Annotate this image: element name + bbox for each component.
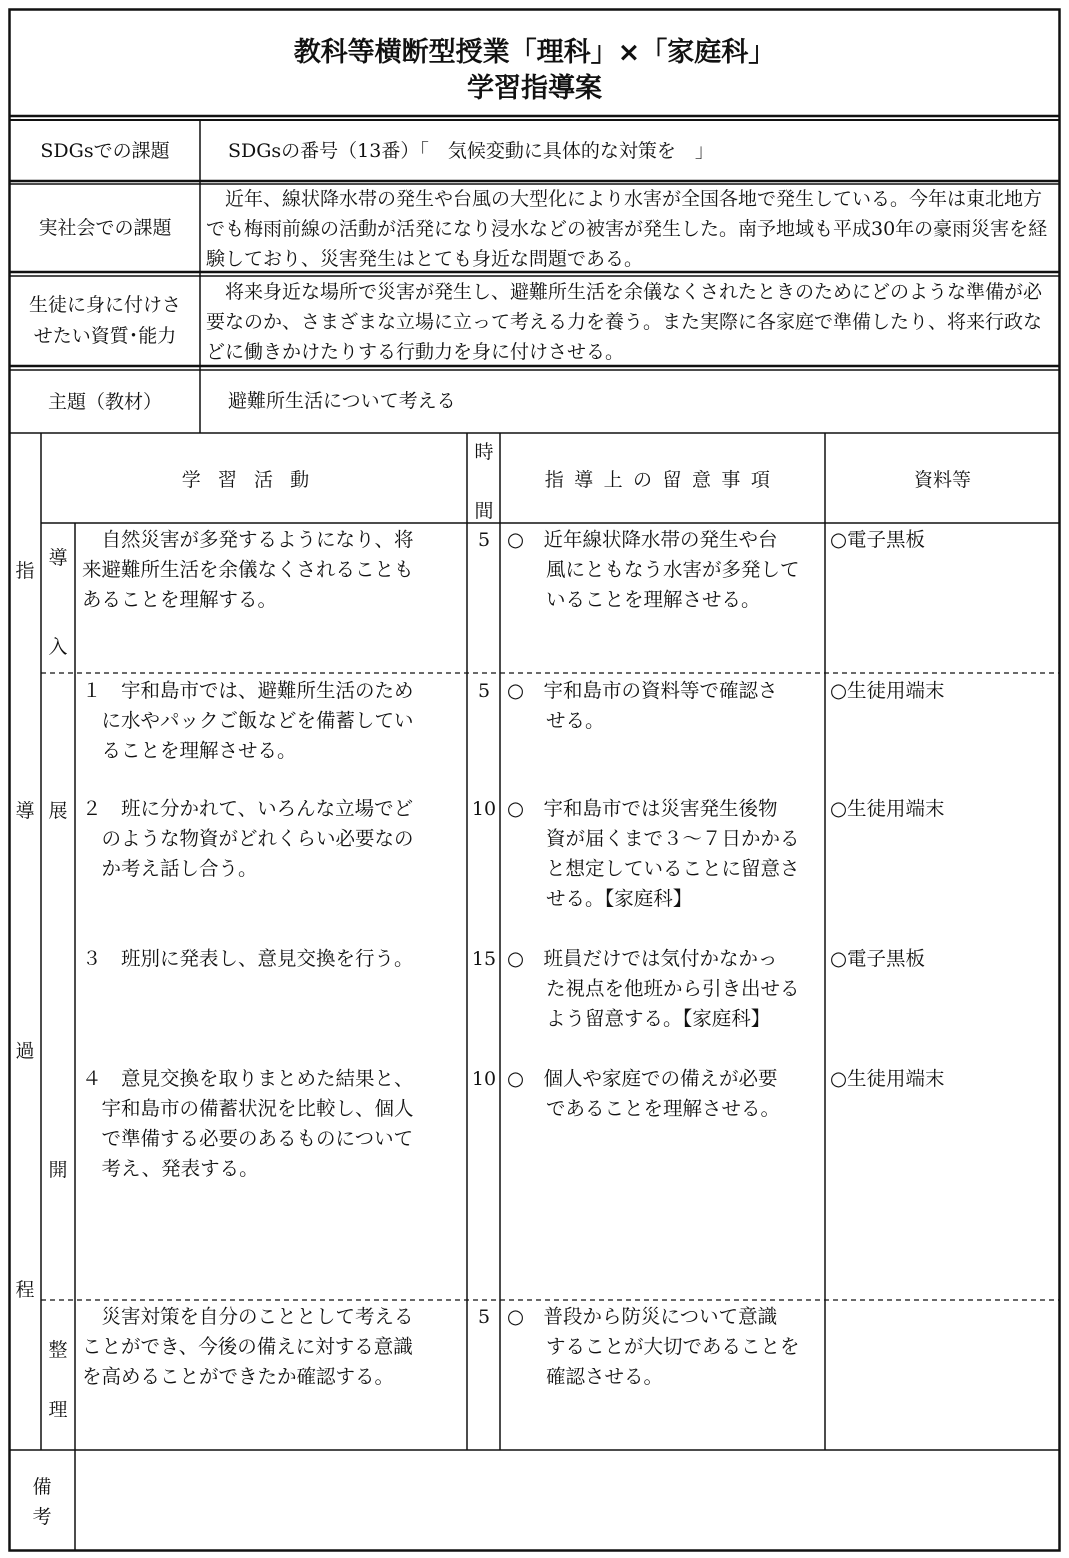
note-summary: ○ 普段から防災について意識 することが大切であることを 確認させる。: [507, 1305, 800, 1388]
time-intro: 5: [477, 529, 491, 551]
phase-intro-char-2: 入: [48, 636, 68, 658]
material-dev-4: ○生徒用端末: [830, 1067, 945, 1090]
phase-dev-char-1: 展: [48, 800, 68, 822]
note-dev-1: ○ 宇和島市の資料等で確認さ せる。: [507, 679, 778, 732]
material-intro: ○電子黒板: [830, 528, 926, 551]
col-header-activity: 学習活動: [181, 469, 327, 491]
material-dev-1: ○生徒用端末: [830, 679, 945, 702]
time-summary: 5: [477, 1306, 491, 1328]
real-world-issue-text: 近年、線状降水帯の発生や台風の大型化により水害が全国各地で発生している。今年は東北地方でも梅雨前線の活動が活発になり浸水などの被害が発生した。南予地域も平成30年の豪雨災害を経験しており、災害発生はとても身近な問題である。: [206, 188, 1048, 270]
phase-intro-char-1: 導: [48, 547, 68, 569]
process-label-char-2: 導: [15, 800, 35, 822]
remarks-label-char-1: 備: [32, 1476, 52, 1498]
note-intro: ○ 近年線状降水帯の発生や台 風にともなう水害が多発して いることを理解させる。: [507, 528, 800, 611]
process-label-char-3: 過: [15, 1040, 35, 1062]
document-subtitle: 学習指導案: [467, 73, 602, 104]
theme-text: 避難所生活について考える: [228, 390, 456, 412]
col-header-materials: 資料等: [913, 469, 971, 491]
material-dev-2: ○生徒用端末: [830, 797, 945, 820]
competency-label: [10, 290, 200, 352]
time-dev-3: 15: [471, 948, 497, 970]
col-header-time-2: 間: [474, 500, 494, 522]
competency-label-line2: せたい資質･能力: [33, 325, 177, 347]
note-dev-3: ○ 班員だけでは気付かなかっ た視点を他班から引き出せる よう留意する。【家庭科】: [507, 947, 800, 1030]
note-dev-2: ○ 宇和島市では災害発生後物 資が届くまで３～７日かかる と想定していることに留意さ せる。【家庭科】: [507, 797, 800, 910]
sdgs-issue-text: SDGsの番号（13番）「 気候変動に具体的な対策を 」: [228, 140, 714, 162]
col-header-notes: 指導上の留意事項: [544, 469, 781, 491]
phase-dev-char-2: 開: [48, 1159, 68, 1181]
note-dev-4: ○ 個人や家庭での備えが必要 であることを理解させる。: [507, 1067, 781, 1120]
col-header-time-1: 時: [474, 441, 494, 463]
remarks-label-char-2: 考: [32, 1506, 52, 1528]
activity-intro: 自然災害が多発するようになり、将 来避難所生活を余儀なくされることも あることを理解する。: [82, 528, 414, 611]
activity-dev-4: ４ 意見交換を取りまとめた結果と、 宇和島市の備蓄状況を比較し、個人 で準備する必要のあるものについて 考え、発表する。: [82, 1067, 414, 1180]
activity-summary: 災害対策を自分のこととして考える ことができ、今後の備えに対する意識 を高めることができたか確認する。: [82, 1305, 414, 1388]
process-label-char-1: 指: [15, 560, 35, 582]
document-title: 教科等横断型授業「理科」×「家庭科」: [293, 37, 776, 68]
sdgs-issue-label: SDGsでの課題: [40, 140, 170, 162]
material-dev-3: ○電子黒板: [830, 947, 926, 970]
phase-summary-char-1: 整: [48, 1339, 68, 1361]
phase-summary-char-2: 理: [48, 1399, 68, 1421]
activity-dev-3: ３ 班別に発表し、意見交換を行う。: [82, 947, 414, 970]
competency-label-line1: 生徒に身に付けさ: [28, 294, 181, 316]
competency-text: 将来身近な場所で災害が発生し、避難所生活を余儀なくされたときのためにどのような準備が必要なのか、さまざまな立場に立って考える力を養う。また実際に各家庭で準備したり、将来行政などに働きかけたりする行動力を身に付けさせる。: [206, 281, 1043, 363]
theme-label: 主題（教材）: [47, 390, 162, 413]
activity-dev-1: １ 宇和島市では、避難所生活のため に水やパックご飯などを備蓄してい ることを理解させる。: [82, 679, 414, 762]
time-dev-2: 10: [471, 798, 497, 820]
real-world-issue-label: 実社会での課題: [38, 217, 172, 239]
time-dev-4: 10: [471, 1068, 497, 1090]
activity-dev-2: ２ 班に分かれて、いろんな立場でど のような物資がどれくらい必要なの か考え話し合う。: [82, 797, 414, 880]
process-label-char-4: 程: [15, 1279, 35, 1301]
time-dev-1: 5: [477, 680, 491, 702]
